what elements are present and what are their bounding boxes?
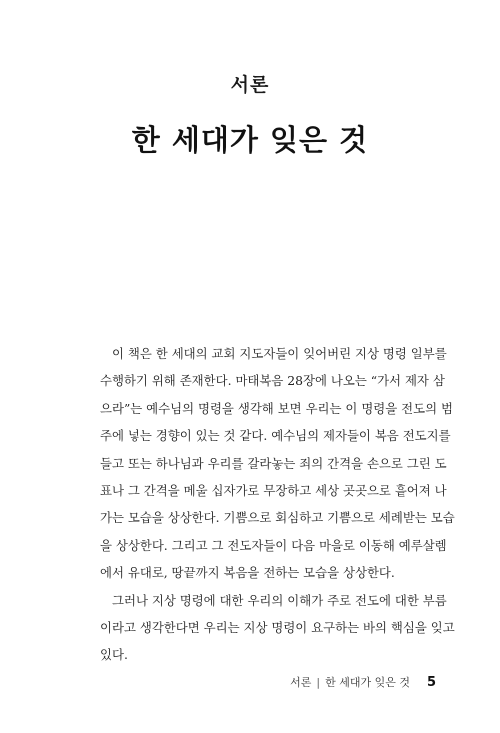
paragraph-1-line-1: 이 책은 한 세대의 교회 지도자들이 잊어버린 지상 명령 일부를: [112, 346, 447, 361]
paragraph-2-line-3: 있다.: [100, 647, 128, 663]
page-number: 5: [426, 675, 436, 690]
paragraph-1-line-6: 표나 그 간격을 메울 십자가로 무장하고 세상 곳곳으로 흩어져 나: [100, 482, 447, 498]
paragraph-1-line-3: 으라”는 예수님의 명령을 생각해 보면 우리는 이 명령을 전도의 범: [100, 400, 453, 416]
paragraph-1-line-7: 가는 모습을 상상한다. 기쁨으로 회심하고 기쁨으로 세례받는 모습: [100, 510, 455, 526]
paragraph-1-line-9: 에서 유대로, 땅끝까지 복음을 전하는 모습을 상상한다.: [100, 565, 395, 581]
body-text: [100, 340, 455, 669]
running-footer: [290, 674, 436, 690]
paragraph-2-line-2: 이라고 생각한다면 우리는 지상 명령이 요구하는 바의 핵심을 잊고: [100, 619, 455, 635]
paragraph-2-line-1: 그러나 지상 명령에 대한 우리의 이해가 주로 전도에 대한 부름: [112, 592, 447, 608]
paragraph-1-line-8: 을 상상한다. 그리고 그 전도자들이 다음 마을로 이동해 예루살렘: [100, 537, 447, 553]
footer-title: 한 세대가 잊은 것: [325, 676, 410, 689]
paragraph-1-line-2: 수행하기 위해 존재한다. 마태복음 28장에 나오는 “가서 제자 삼: [100, 373, 445, 389]
paragraph-1-line-4: 주에 넣는 경향이 있는 것 같다. 예수님의 제자들이 복음 전도지를: [100, 428, 451, 444]
paragraph-1-line-5: 들고 또는 하나님과 우리를 갈라놓는 죄의 간격을 손으로 그린 도: [100, 455, 447, 471]
footer-separator: |: [316, 676, 321, 689]
chapter-title: 한 세대가 잊은 것: [131, 123, 369, 157]
footer-section: 서론: [290, 676, 312, 689]
section-label: 서론: [230, 74, 270, 96]
